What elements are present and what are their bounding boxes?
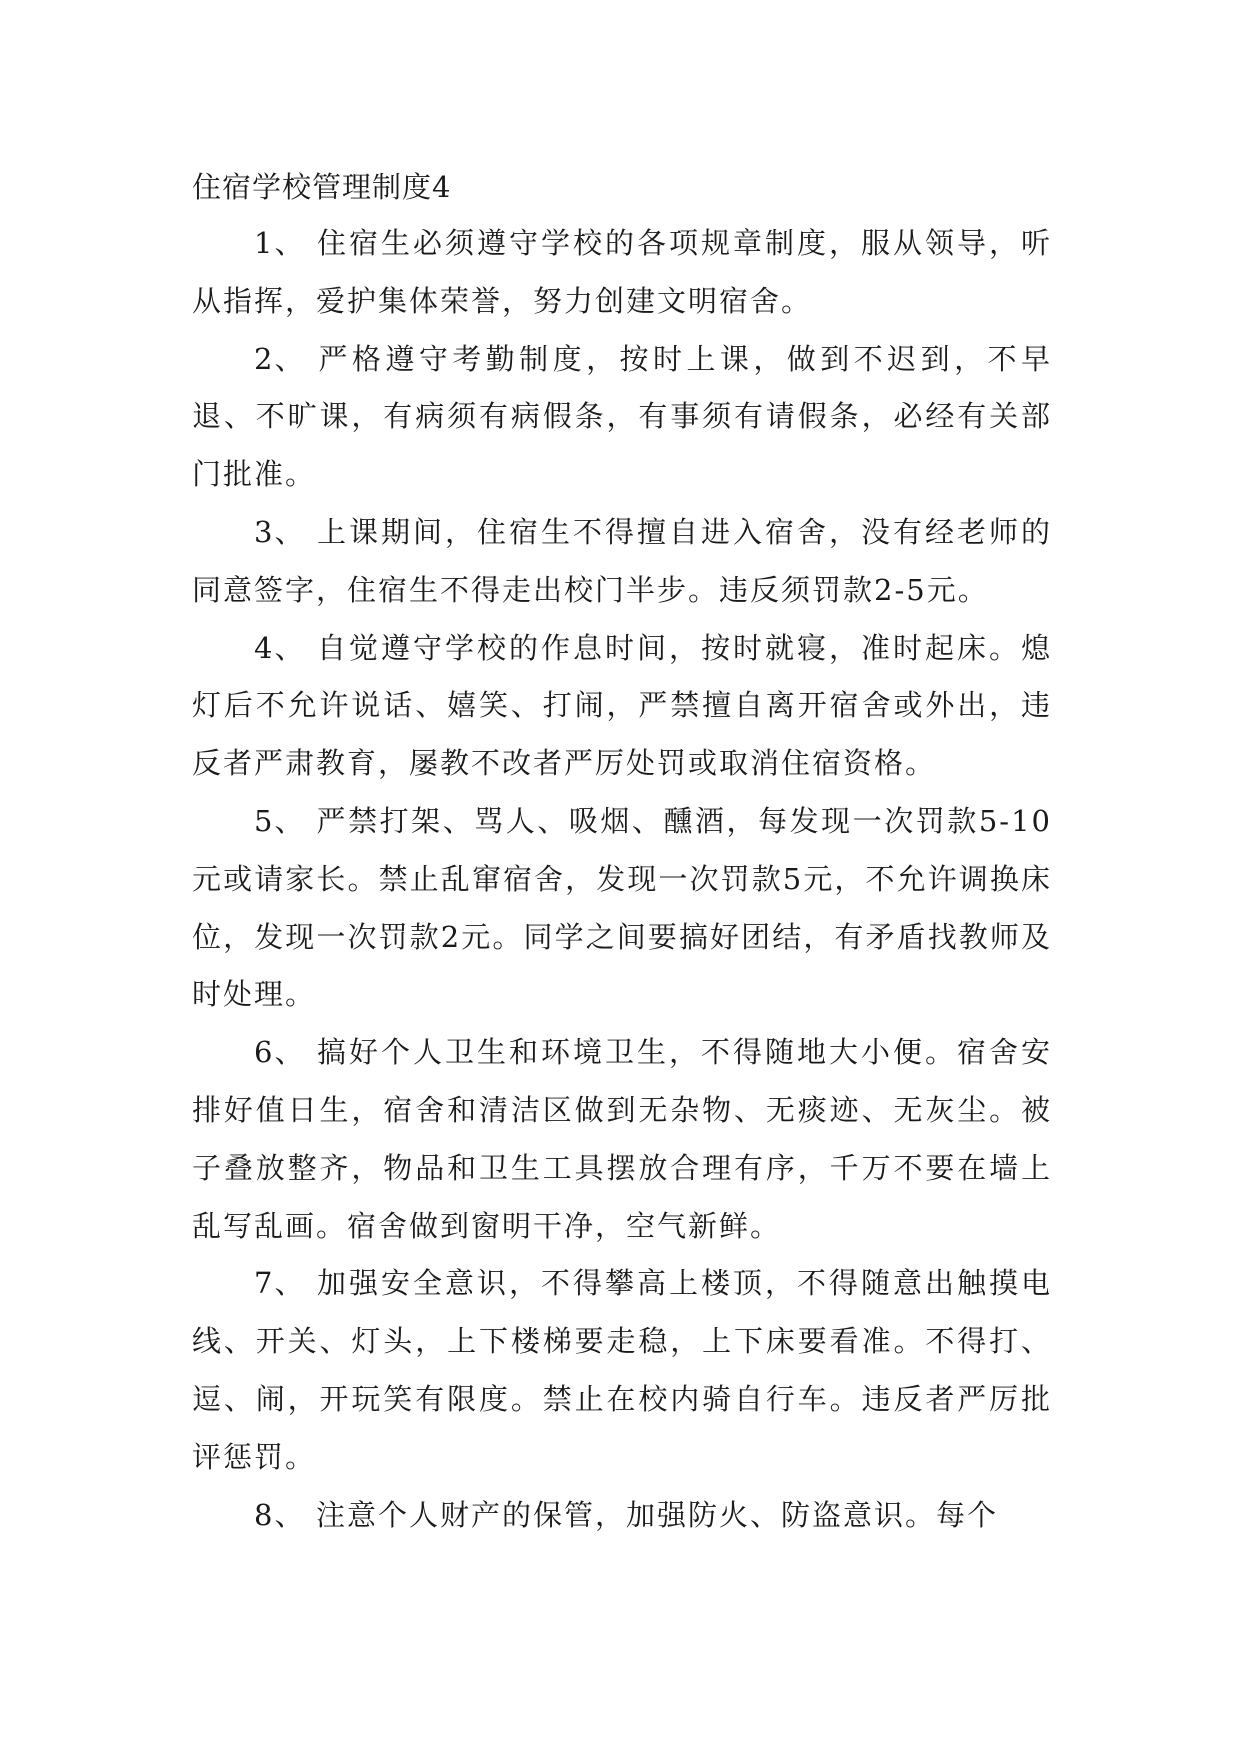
rule-text: 上课期间，住宿生不得擅自进入宿舍，没有经老师的同意签字，住宿生不得走出校门半步。违反须罚款2-5元。	[192, 514, 1052, 607]
rule-text: 严禁打架、骂人、吸烟、醺酒，每发现一次罚款5-10元或请家长。禁止乱窜宿舍，发现一次罚款5元，不允许调换床位，发现一次罚款2元。同学之间要搞好团结，有矛盾找教师及时处理。	[192, 803, 1052, 1012]
document-title: 住宿学校管理制度4	[192, 170, 452, 204]
rule-number: 8、	[254, 1497, 306, 1532]
rule-text: 搞好个人卫生和环境卫生，不得随地大小便。宿舍安排好值日生，宿舍和清洁区做到无杂物、无痰迹、无灰尘。被子叠放整齐，物品和卫生工具摆放合理有序，千万不要在墙上乱写乱画。宿舍做到窗明干净，空气新鲜。	[192, 1035, 1052, 1243]
rule-item-8	[192, 1487, 1052, 1545]
rule-number: 3、	[254, 514, 306, 549]
rule-text: 注意个人财产的保管，加强防火、防盗意识。每个	[316, 1497, 999, 1532]
rule-number: 4、	[254, 630, 306, 665]
rule-text: 加强安全意识，不得攀高上楼顶，不得随意出触摸电线、开关、灯头，上下楼梯要走稳，上下床要看准。不得打、逗、闹，开玩笑有限度。禁止在校内骑自行车。违反者严厉批评惩罚。	[192, 1266, 1052, 1474]
rule-item-3	[192, 504, 1052, 620]
rule-number: 1、	[254, 226, 306, 260]
document-page	[192, 160, 1052, 1544]
rule-text: 自觉遵守学校的作息时间，按时就寝，准时起床。熄灯后不允许说话、嬉笑、打闹，严禁擅自离开宿舍或外出，违反者严肃教育，屡教不改者严厉处罚或取消住宿资格。	[192, 630, 1052, 781]
rule-item-7	[192, 1255, 1052, 1486]
rule-text: 住宿生必须遵守学校的各项规章制度，服从领导，听从指挥，爱护集体荣誉，努力创建文明宿舍。	[192, 226, 1052, 318]
rule-item-1	[192, 215, 1052, 331]
rule-item-2	[192, 331, 1052, 504]
rule-item-6	[192, 1024, 1052, 1255]
rule-item-5	[192, 793, 1052, 1024]
rule-number: 5、	[254, 803, 306, 838]
rule-text: 严格遵守考勤制度，按时上课，做到不迟到，不早退、不旷课，有病须有病假条，有事须有请假条，必经有关部门批准。	[192, 341, 1052, 492]
rule-number: 2、	[254, 341, 306, 376]
rule-number: 6、	[254, 1035, 306, 1070]
rule-item-4	[192, 620, 1052, 793]
rule-number: 7、	[254, 1266, 306, 1301]
